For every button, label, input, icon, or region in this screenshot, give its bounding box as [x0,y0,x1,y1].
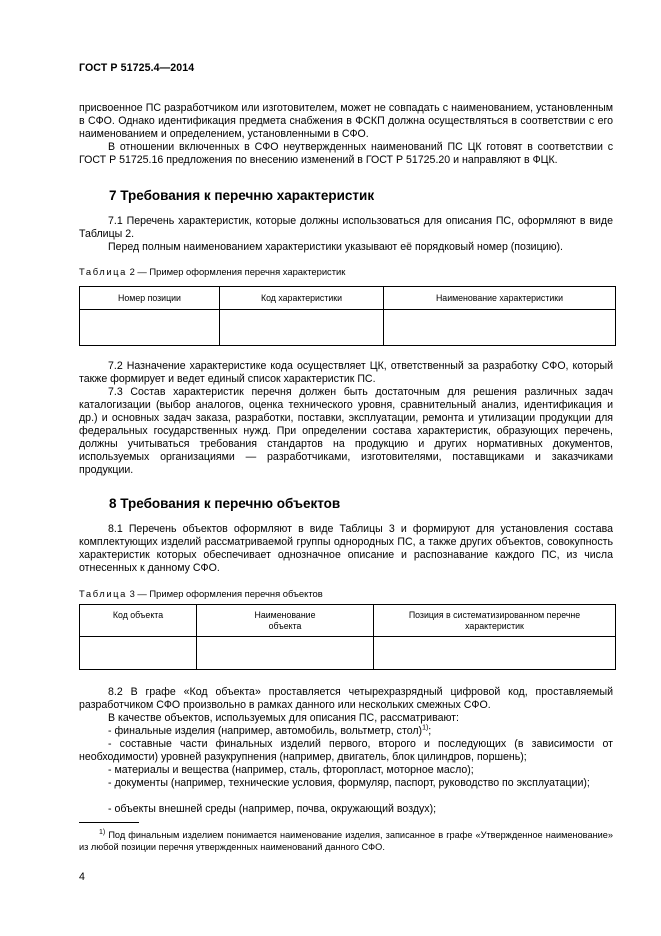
table-3-cell [374,637,616,670]
table-3-caption-text: 3 — Пример оформления перечня объектов [129,588,323,599]
table-3 [79,604,616,670]
section-8-title: 8 Требования к перечню объектов [109,496,341,511]
table-2-cell [220,310,384,346]
paragraph-8-1: 8.1 Перечень объектов оформляют в виде Таблицы 3 и формируют для установления состава комплектующих изделий рассматриваемой группы однородных ПС, а также других объектов, совокупность характеристик которых обеспечивает однозначное описание и распознавание каждого ПС, из числа отнесенных к данному СФО. [79,523,613,574]
table-3-header-name-line-2: объекта [268,621,302,631]
table-2-header-name: Наименование характеристики [384,287,616,310]
paragraph-7-3: 7.3 Состав характеристик перечня должен быть достаточным для решения различных задач каталогизации (выбор аналогов, оценка технического уровня, сравнительный анализ, идентификация и др.) и основных задач заказа, разработки, поставки, эксплуатации, ремонта и утилизации продукции для федеральных государственных нужд. При определении состава характеристик, образующих перечень, должны учитываться требования стандартов на продукцию и других нормативных документов, используемых организациями — разработчиками, изготовителями, поставщиками и заказчиками продукции. [79,386,613,476]
table-2-caption [79,266,345,277]
table-3-header-name [197,605,374,637]
document-header: ГОСТ Р 51725.4—2014 [79,62,195,74]
intro-paragraph-2: В отношении включенных в СФО неутвержденных наименований ПС ЦК готовят в соответствии с ГОСТ Р 51725.16 предложения по внесению изменений в ГОСТ Р 51725.20 и направляют в ФЦК. [79,141,613,166]
table-3-caption-label: Таблица [79,588,127,599]
table-3-header-position [374,605,616,637]
footnote-text: Под финальным изделием понимается наименование изделия, записанное в графе «Утвержденное наименование» из любой позиции перечня утвержденных наименований данного СФО. [79,830,613,852]
paragraph-7-1: 7.1 Перечень характеристик, которые должны использоваться для описания ПС, оформляют в виде Таблицы 2. [79,215,613,240]
table-2-cell [80,310,220,346]
footnote-mark: 1) [99,828,106,836]
list-item-documents: - документы (например, технические условия, формуляр, паспорт, руководство по эксплуатации); [108,777,590,789]
table-2-caption-label: Таблица [79,266,127,277]
footnote [79,829,613,853]
paragraph-7-1-cont: Перед полным наименованием характеристики указывают её порядковый номер (позицию). [108,241,563,253]
section-7-title: 7 Требования к перечню характеристик [109,188,375,203]
table-2-caption-text: 2 — Пример оформления перечня характеристик [129,266,346,277]
intro-paragraph-1: присвоенное ПС разработчиком или изготовителем, может не совпадать с наименованием, установленным в СФО. Однако идентификация предмета снабжения в ФСКП должна осуществляться в соответствии с его наименованием и определением, установленными в СФО. [79,102,613,140]
table-2-cell [384,310,616,346]
table-3-header-name-line-1: Наименование [254,610,316,620]
table-3-cell [197,637,374,670]
paragraph-8-2-cont: В качестве объектов, используемых для описания ПС, рассматривают: [108,712,459,724]
table-3-header-position-line-2: характеристик [465,621,524,631]
page-number: 4 [79,871,85,883]
list-item-environment: - объекты внешней среды (например, почва, окружающий воздух); [108,803,437,815]
list-item-final-products [79,725,613,738]
list-item-materials: - материалы и вещества (например, сталь, фторопласт, моторное масло); [108,764,474,776]
paragraph-8-2: 8.2 В графе «Код объекта» проставляется четырехразрядный цифровой код, проставляемый разработчиком СФО произвольно в рамках данного или нескольких смежных СФО. [79,686,613,711]
footnote-separator [79,822,139,823]
list-item-components: - составные части финальных изделий первого, второго и последующих (в зависимости от необходимости) уровней разукрупнения (например, двигатель, блок цилиндров, поршень); [79,738,613,763]
table-2-header-position: Номер позиции [80,287,220,310]
table-3-cell [80,637,197,670]
table-3-caption [79,588,323,599]
list-item-text: - финальные изделия (например, автомобиль, вольтметр, стол) [108,725,423,737]
footnote-reference: 1) [422,724,429,732]
paragraph-7-2: 7.2 Назначение характеристике кода осуществляет ЦК, ответственный за разработку СФО, который также формирует и ведет единый список характеристик ПС. [79,360,613,385]
table-3-header-position-line-1: Позиция в систематизированном перечне [408,610,581,620]
table-2-header-code: Код характеристики [220,287,384,310]
list-item-end: ; [428,725,432,737]
table-2 [79,286,616,346]
table-3-header-code: Код объекта [80,605,197,637]
